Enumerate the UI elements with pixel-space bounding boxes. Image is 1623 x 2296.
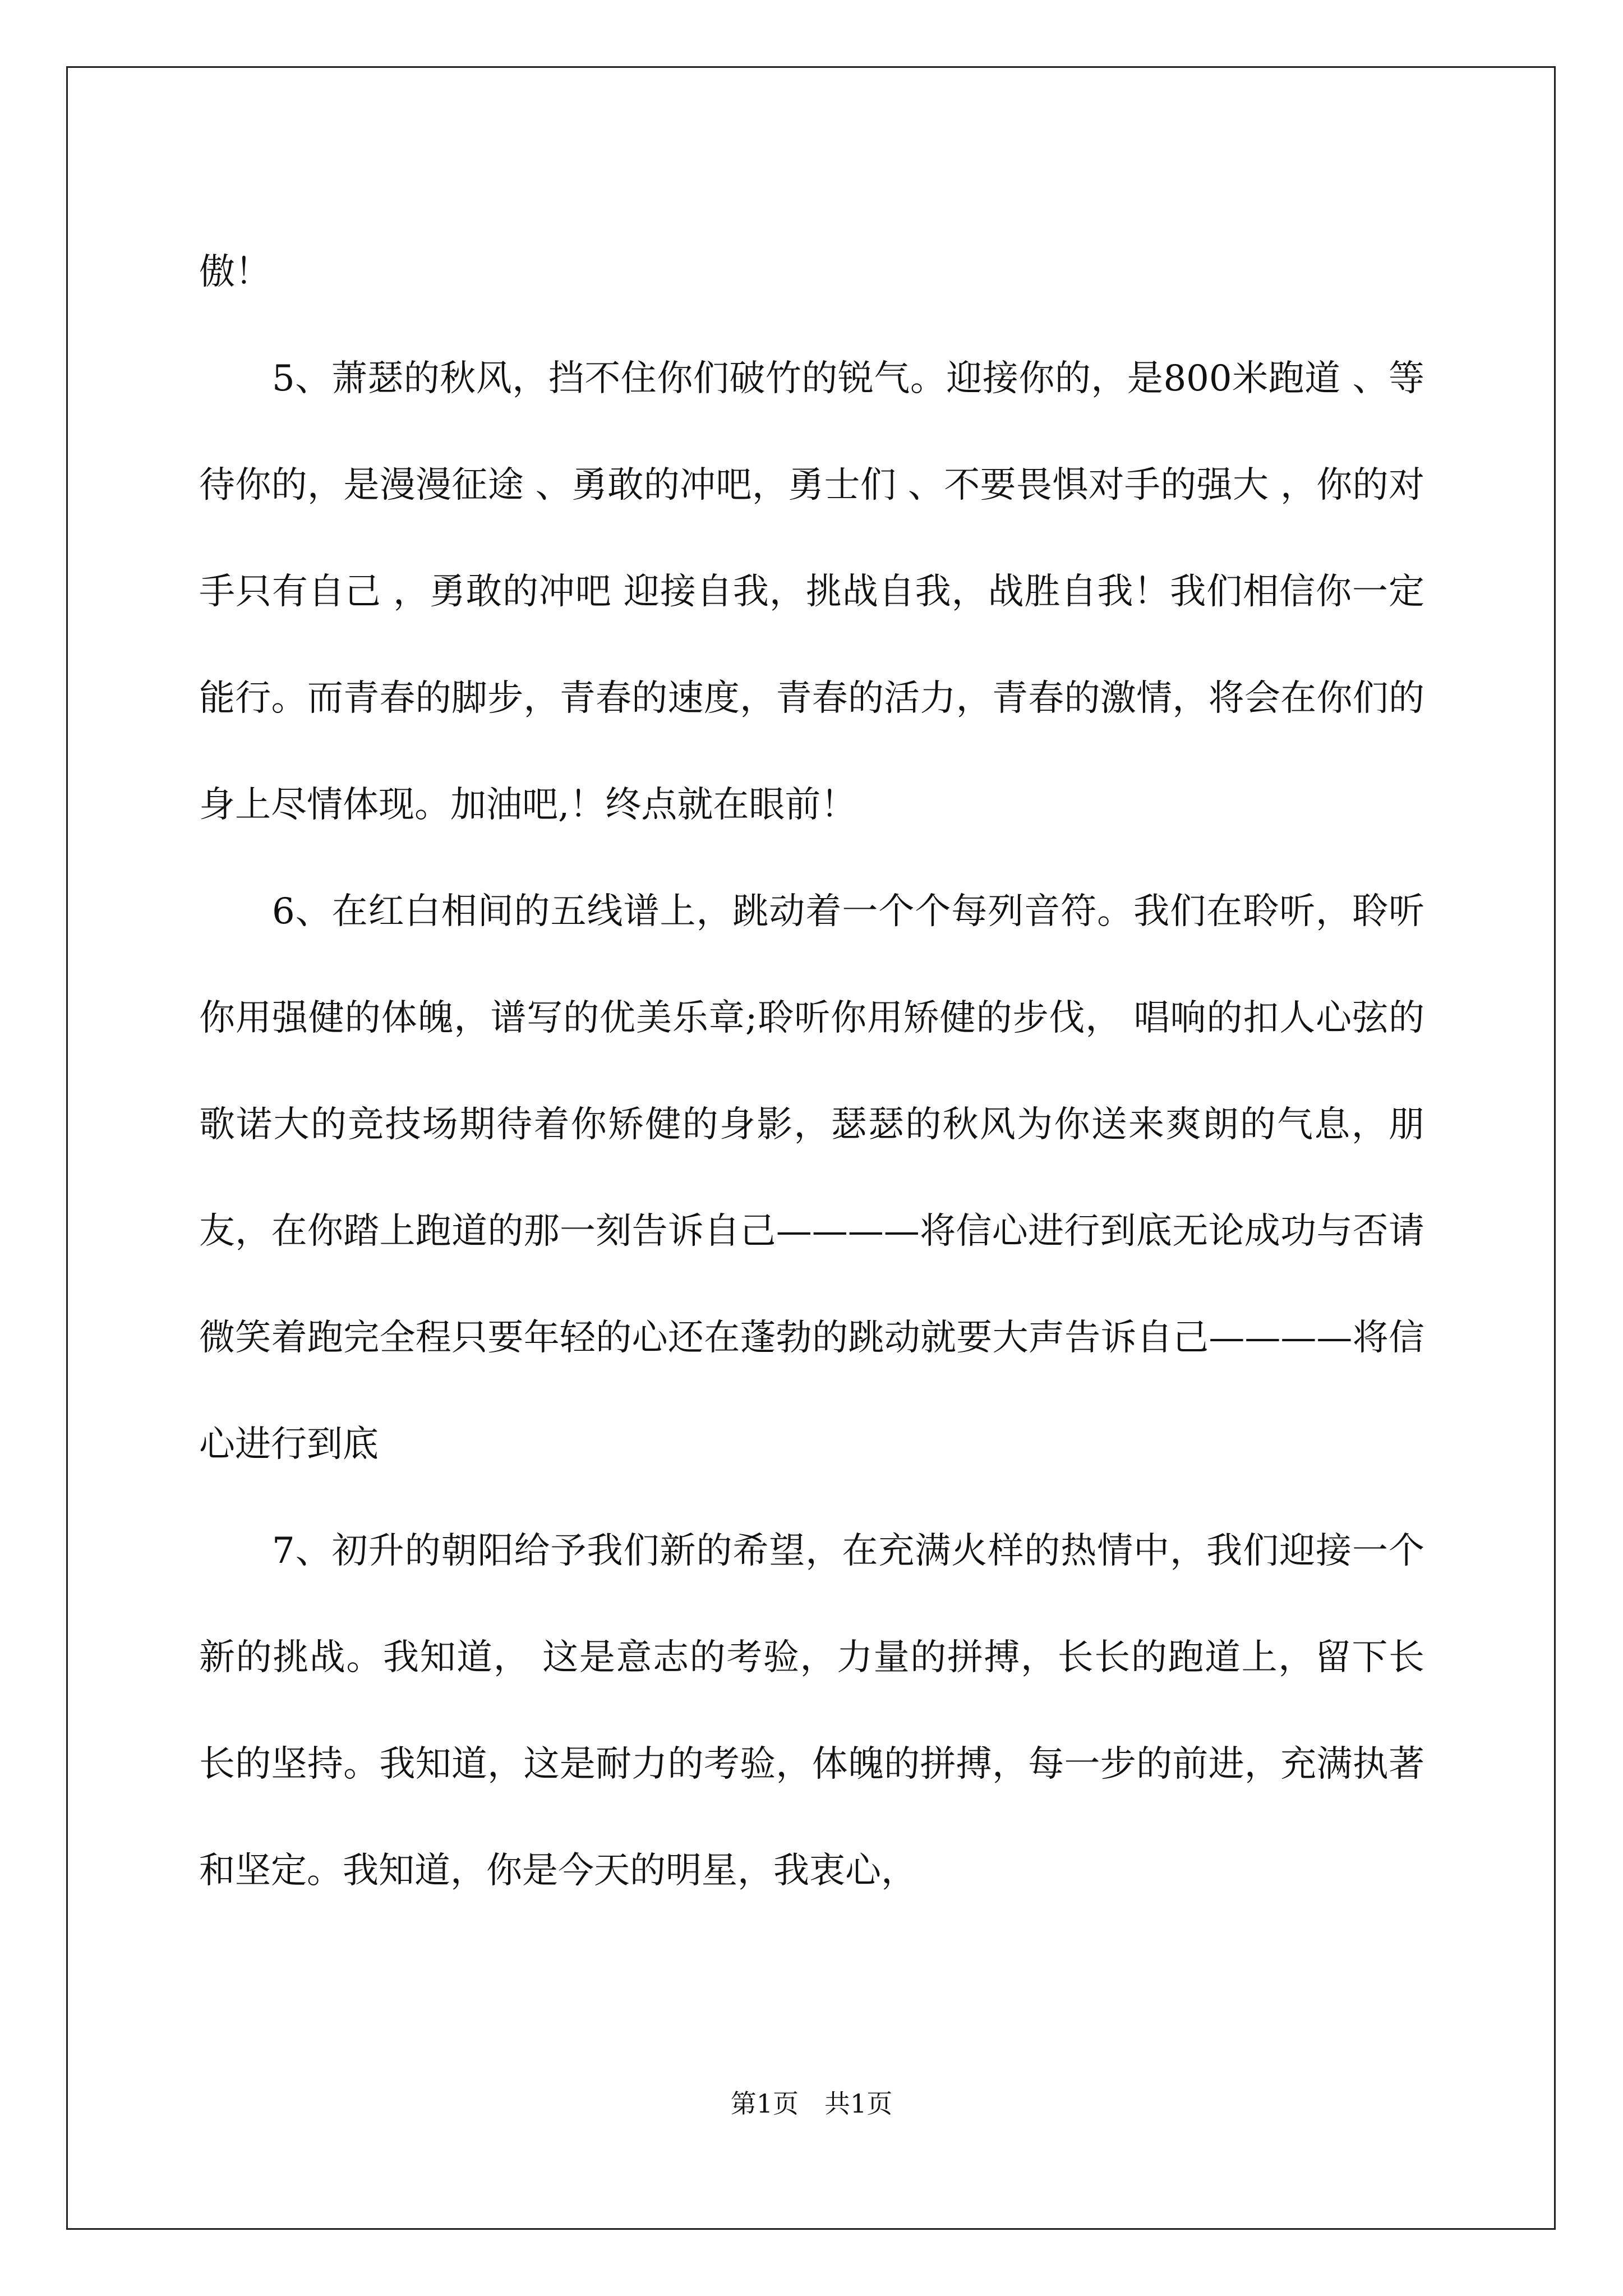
paragraph-continuation: 傲！ xyxy=(199,251,271,293)
paragraph-item-6: 6、在红白相间的五线谱上，跳动着一个个每列音符。我们在聆听，聆听你用强健的体魄，谱写的优美乐章;聆听你用矫健的步伐， 唱响的扣人心弦的歌诺大的竞技场期待着你矫健的身影，瑟瑟的秋风为你送来爽朗的气息，朋友，在你踏上跑道的那一刻告诉自己————将信心进行到底无论成功与否请微笑着跑完全程只要年轻的心还在蓬勃的跳动就要大声告诉自己————将信心进行到底 xyxy=(199,891,1424,1465)
page-number-footer: 第1页 共1页 xyxy=(730,2088,893,2119)
paragraph-item-5: 5、萧瑟的秋风，挡不住你们破竹的锐气。迎接你的，是800米跑道 、等待你的，是漫漫征途 、勇敢的冲吧，勇士们 、不要畏惧对手的强大 ，你的对手只有自己 ，勇敢的冲吧 迎接自我，挑战自我，战胜自我！我们相信你一定能行。而青春的脚步，青春的速度，青春的活力，青春的激情，将会在你们的身上尽情体现。加油吧,！终点就在眼前！ xyxy=(199,358,1424,826)
document-body xyxy=(199,219,1424,1924)
paragraph-item-7: 7、初升的朝阳给予我们新的希望，在充满火样的热情中，我们迎接一个新的挑战。我知道， 这是意志的考验，力量的拼搏，长长的跑道上，留下长长的坚持。我知道，这是耐力的考验，体魄的拼搏，每一步的前进，充满执著和坚定。我知道，你是今天的明星，我衷心， xyxy=(199,1530,1424,1892)
